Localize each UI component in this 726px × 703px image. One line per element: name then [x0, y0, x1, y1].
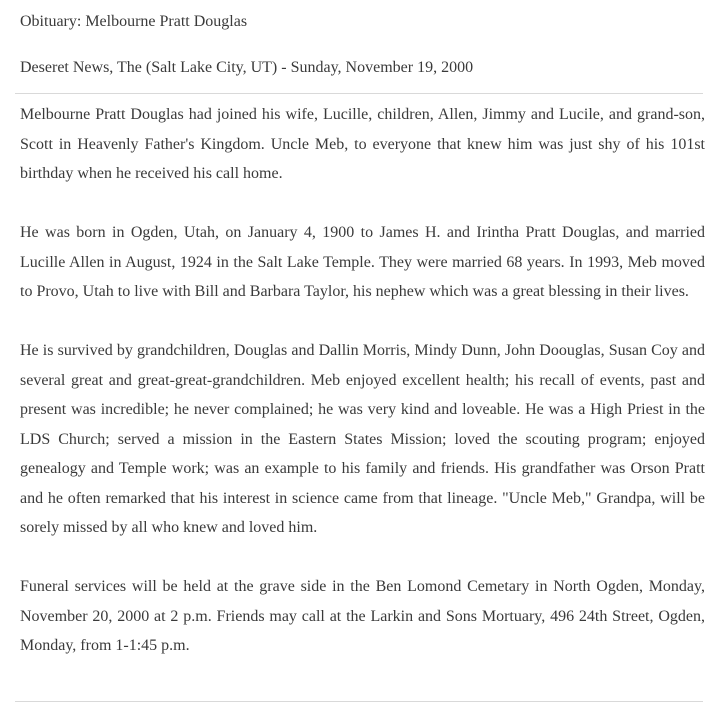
paragraph-1: Melbourne Pratt Douglas had joined his wife, Lucille, children, Allen, Jimmy and Lucile, and grand-son, Scott in Heavenly Father's Kingdom. Uncle Meb, to everyone that knew him was just shy of his 101st birthday when he received his call home.	[20, 106, 705, 182]
paragraph-2: He was born in Ogden, Utah, on January 4, 1900 to James H. and Irintha Pratt Douglas, and married Lucille Allen in August, 1924 in the Salt Lake Temple. They were married 68 years. In 1993, Meb moved to Provo, Utah to live with Bill and Barbara Taylor, his nephew which was a great blessing in their lives.	[20, 224, 705, 300]
paragraph-3: He is survived by grandchildren, Douglas and Dallin Morris, Mindy Dunn, John Doouglas, Susan Coy and several great and great-great-grandchildren. Meb enjoyed excellent health; his recall of events, past and present was incredible; he never complained; he was very kind and loveable. He was a High Priest in the LDS Church; served a mission in the Eastern States Mission; loved the scouting program; enjoyed genealogy and Temple work; was an example to his family and friends. His grandfather was Orson Pratt and he often remarked that his interest in science came from that lineage. "Uncle Meb," Grandpa, will be sorely missed by all who knew and loved him.	[20, 342, 705, 536]
obituary-title: Obituary: Melbourne Pratt Douglas	[20, 13, 248, 30]
obituary-body	[20, 100, 705, 661]
footer-divider	[15, 701, 703, 702]
paragraph-4: Funeral services will be held at the grave side in the Ben Lomond Cemetary in North Ogden, Monday, November 20, 2000 at 2 p.m. Friends may call at the Larkin and Sons Mortuary, 496 24th Street, Ogden, Monday, from 1-1:45 p.m.	[20, 578, 705, 654]
source-line: Deseret News, The (Salt Lake City, UT) - Sunday, November 19, 2000	[20, 59, 474, 76]
header-divider	[15, 93, 703, 94]
